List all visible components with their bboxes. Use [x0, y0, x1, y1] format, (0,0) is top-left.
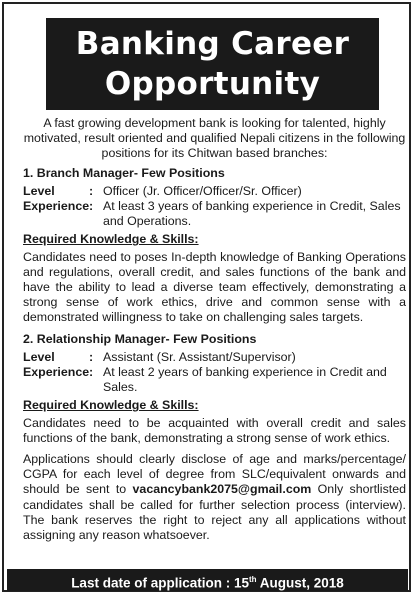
application-text-before: Applications should clearly disclose of age and marks/percentage/ CGPA for each level of degree from SLC/equivalent onwards and should be sent to — [23, 452, 406, 497]
application-email[interactable]: vacancybank2075@gmail.com — [132, 482, 312, 497]
level-value: Assistant (Sr. Assistant/Supervisor) — [103, 349, 296, 364]
separator-colon: : — [89, 365, 94, 380]
deadline-footer — [7, 569, 408, 591]
experience-value: At least 3 years of banking experience in Credit, Sales and Operations. — [103, 199, 401, 229]
deadline-rest: August, 2018 — [256, 575, 344, 591]
position-1-level-row — [23, 184, 406, 199]
position-2-title: 2. Relationship Manager- Few Positions — [23, 331, 257, 346]
intro-paragraph: A fast growing development bank is looking for talented, highly motivated, result oriented and qualified Nepali citizens in the following positions for its Chitwan based branches: — [23, 116, 406, 161]
ad-body — [23, 116, 406, 543]
position-2-knowledge-heading: Required Knowledge & Skills: — [23, 398, 199, 413]
experience-label: Experience — [23, 365, 90, 380]
experience-value: At least 2 years of banking experience in Credit and Sales. — [103, 365, 387, 395]
position-2-knowledge-text: Candidates need to be acquainted with overall credit and sales functions of the bank, demonstrating a strong sense of work ethics. — [23, 415, 406, 445]
banner-title-line2: Opportunity — [104, 66, 321, 102]
application-text-after: Only shortlisted candidates shall be called for further selection process (interview). The bank reserves the right to reject any all applications without assigning any reason whatsoever. — [23, 482, 406, 543]
level-label: Level — [23, 183, 55, 198]
separator-colon: : — [89, 183, 94, 198]
level-value: Officer (Jr. Officer/Officer/Sr. Officer) — [103, 183, 302, 198]
application-instructions — [23, 452, 406, 543]
position-2 — [23, 332, 406, 446]
level-label: Level — [23, 349, 55, 364]
position-1-title: 1. Branch Manager- Few Positions — [23, 165, 225, 180]
position-1-knowledge-text: Candidates need to poses In-depth knowledge of Banking Operations and regulations, overall credit, and sales functions of the bank and have the ability to lead a diverse team effectively, demonstrating a strong sense of work ethics, drive and common sense with a demonstrated willingness to take on challenging sales targets. — [23, 249, 406, 325]
deadline-prefix: Last date of application : 15 — [71, 575, 249, 591]
position-1-experience-row — [23, 199, 406, 229]
position-1-knowledge-heading: Required Knowledge & Skills: — [23, 232, 199, 247]
position-2-experience-row — [23, 365, 406, 395]
separator-colon: : — [89, 349, 94, 364]
job-advertisement — [2, 2, 411, 592]
separator-colon: : — [89, 199, 94, 214]
banner-title-line1: Banking Career — [75, 26, 350, 62]
position-1 — [23, 166, 406, 326]
deadline-ordinal-suffix: th — [248, 575, 257, 584]
experience-label: Experience — [23, 199, 90, 214]
position-2-level-row — [23, 350, 406, 365]
title-banner — [46, 18, 379, 110]
